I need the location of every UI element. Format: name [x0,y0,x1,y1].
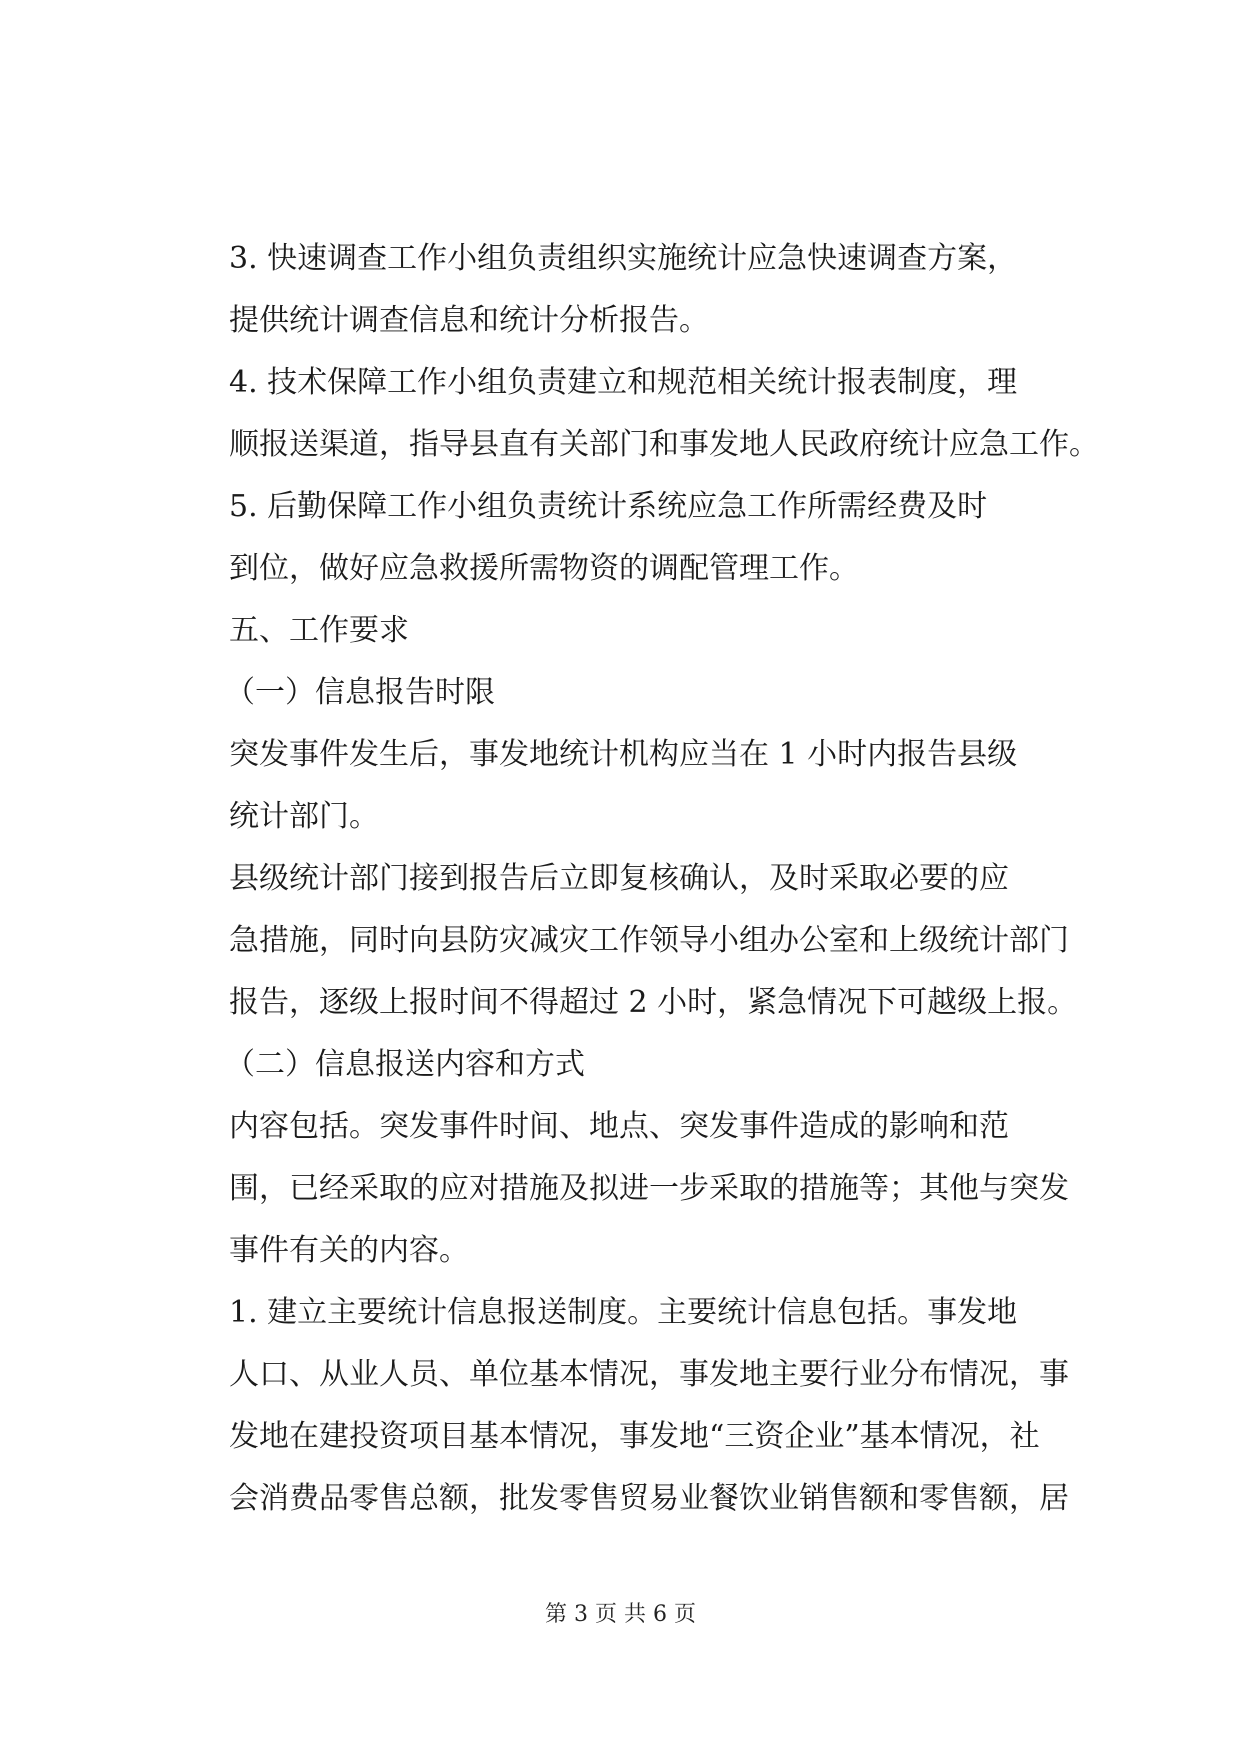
subheading-report-content-and-method [163,1034,1079,1096]
text-line: 人口、从业人员、单位基本情况，事发地主要行业分布情况，事 [229,1357,1069,1392]
text-line: 3. 快速调查工作小组负责组织实施统计应急快速调查方案， [229,241,1018,276]
section-heading-work-requirements [163,600,1079,662]
subheading-report-time-limit [163,662,1079,724]
text-line: 县级统计部门接到报告后立即复核确认，及时采取必要的应 [229,861,1009,896]
page-number-label: 第 3 页 共 6 页 [545,1602,696,1627]
text-line: （一）信息报告时限 [225,675,495,710]
text-line: （二）信息报送内容和方式 [225,1047,585,1082]
text-line: 报告，逐级上报时间不得超过 2 小时，紧急情况下可越级上报。 [229,985,1078,1020]
text-line: 发地在建投资项目基本情况，事发地“三资企业”基本情况，社 [229,1419,1040,1454]
document-body [163,228,1099,1530]
paragraph-technical-support-group [163,352,1099,476]
text-line: 1. 建立主要统计信息报送制度。主要统计信息包括。事发地 [229,1295,1018,1330]
page-footer [0,1600,1241,1630]
paragraph-county-verification [163,848,1079,1034]
text-line: 5. 后勤保障工作小组负责统计系统应急工作所需经费及时 [229,489,988,524]
paragraph-report-within-one-hour [163,724,1079,848]
text-line: 五、工作要求 [229,613,409,648]
text-line: 急措施，同时向县防灾减灾工作领导小组办公室和上级统计部门 [229,923,1069,958]
text-line: 事件有关的内容。 [229,1233,469,1268]
text-line: 突发事件发生后，事发地统计机构应当在 1 小时内报告县级 [229,737,1018,772]
paragraph-statistical-reporting-system [163,1282,1079,1530]
text-line: 4. 技术保障工作小组负责建立和规范相关统计报表制度，理 [229,365,1018,400]
paragraph-logistics-support-group [163,476,1079,600]
text-line: 顺报送渠道，指导县直有关部门和事发地人民政府统计应急工作。 [229,427,1099,462]
text-line: 围，已经采取的应对措施及拟进一步采取的措施等；其他与突发 [229,1171,1069,1206]
text-line: 内容包括。突发事件时间、地点、突发事件造成的影响和范 [229,1109,1009,1144]
text-line: 统计部门。 [229,799,379,834]
paragraph-report-content [163,1096,1079,1282]
text-line: 到位，做好应急救援所需物资的调配管理工作。 [229,551,859,586]
text-line: 会消费品零售总额，批发零售贸易业餐饮业销售额和零售额，居 [229,1481,1069,1516]
paragraph-quick-survey-group [163,228,1079,352]
text-line: 提供统计调查信息和统计分析报告。 [229,303,709,338]
